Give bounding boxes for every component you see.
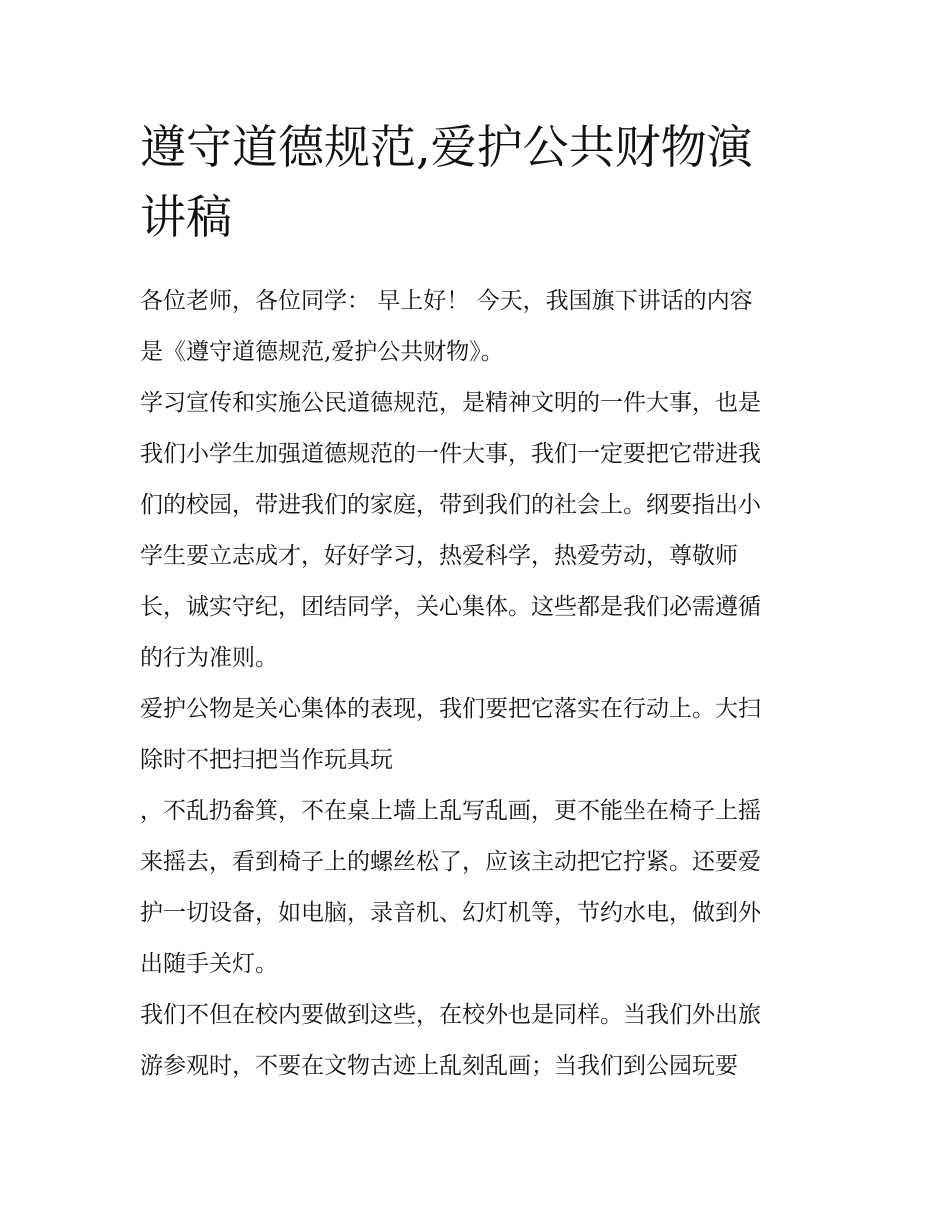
body-line: 学习宣传和实施公民道德规范，是精神文明的一件大事，也是 — [140, 390, 761, 416]
body-line: 长，诚实守纪，团结同学，关心集体。这些都是我们必需遵循 — [140, 594, 761, 620]
title-line: 讲稿 — [140, 190, 232, 244]
body-line: 学生要立志成才，好好学习，热爱科学，热爱劳动，尊敬师 — [140, 543, 738, 569]
body-line: 各位老师，各位同学： 早上好！ 今天，我国旗下讲话的内容 — [140, 288, 753, 314]
body-line: 们的校园，带进我们的家庭，带到我们的社会上。纲要指出小 — [140, 492, 761, 518]
body-line: ，不乱扔畚箕，不在桌上墙上乱写乱画，更不能坐在椅子上摇 — [140, 798, 761, 824]
body-line: 游参观时，不要在文物古迹上乱刻乱画；当我们到公园玩要 — [140, 1053, 738, 1079]
body-line: 的行为准则。 — [140, 645, 278, 671]
body-line: 护一切设备，如电脑，录音机、幻灯机等，节约水电，做到外 — [140, 900, 761, 926]
body-line: 我们不但在校内要做到这些，在校外也是同样。当我们外出旅 — [140, 1002, 761, 1028]
body-line: 爱护公物是关心集体的表现，我们要把它落实在行动上。大扫 — [140, 696, 761, 722]
body-line: 除时不把扫把当作玩具玩 — [140, 747, 393, 773]
body-line: 我们小学生加强道德规范的一件大事，我们一定要把它带进我 — [140, 441, 761, 467]
document-body — [140, 276, 816, 1092]
body-line: 来摇去，看到椅子上的螺丝松了，应该主动把它拧紧。还要爱 — [140, 849, 761, 875]
body-line: 是《遵守道德规范,爱护公共财物》。 — [140, 339, 504, 365]
title-line: 遵守道德规范,爱护公共财物演 — [140, 120, 753, 174]
page-title — [140, 112, 830, 252]
body-line: 出随手关灯。 — [140, 951, 278, 977]
